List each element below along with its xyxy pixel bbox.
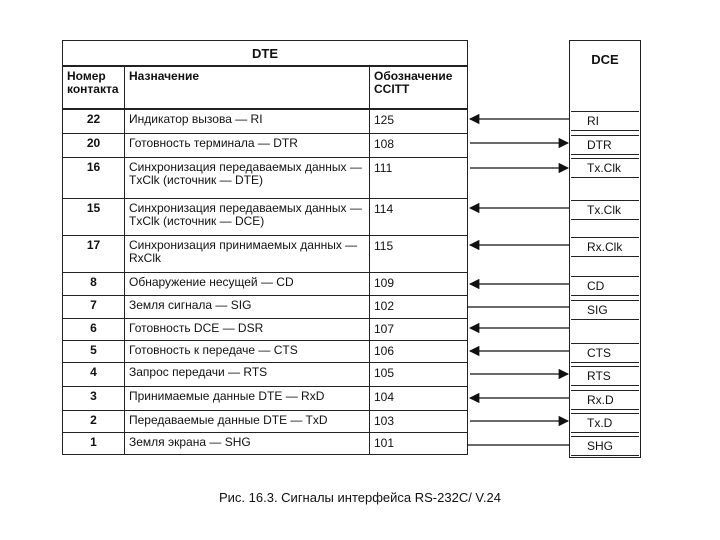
contact-number: 5 [63, 340, 125, 362]
dce-signal-label: Tx.D [571, 413, 639, 433]
signal-description: Запрос передачи — RTS [125, 362, 370, 386]
signal-description: Синхронизация принимаемых данных — RxClk [125, 235, 370, 272]
dce-signal-label: RI [571, 111, 639, 131]
header-purpose: Назначение [125, 66, 370, 109]
figure-caption: Рис. 16.3. Сигналы интерфейса RS-232C/ V.24 [218, 490, 501, 505]
dce-signal-label: CTS [571, 343, 639, 363]
ccitt-code: 107 [370, 318, 468, 340]
dce-signal-label: RTS [571, 366, 639, 386]
dce-signal-label: Tx.Clk [571, 200, 639, 220]
signal-description: Готовность к передаче — CTS [125, 340, 370, 362]
signal-description: Синхронизация передаваемых данных — TxClk (источник — DCE) [125, 198, 370, 235]
ccitt-code: 108 [370, 133, 468, 157]
contact-number: 7 [63, 295, 125, 318]
signal-description: Передаваемые данные DTE — TxD [125, 410, 370, 432]
signal-description: Обнаружение несущей — CD [125, 272, 370, 295]
contact-number: 8 [63, 272, 125, 295]
ccitt-code: 105 [370, 362, 468, 386]
dce-signal-label: Rx.D [571, 390, 639, 410]
contact-number: 1 [63, 432, 125, 454]
ccitt-code: 114 [370, 198, 468, 235]
signal-description: Индикатор вызова — RI [125, 109, 370, 133]
ccitt-code: 104 [370, 386, 468, 410]
signal-description: Готовность DCE — DSR [125, 318, 370, 340]
signal-description: Земля экрана — SHG [125, 432, 370, 454]
contact-number: 17 [63, 235, 125, 272]
dce-signal-label: DTR [571, 135, 639, 155]
dce-signal-label: CD [571, 276, 639, 296]
contact-number: 20 [63, 133, 125, 157]
contact-number: 3 [63, 386, 125, 410]
ccitt-code: 125 [370, 109, 468, 133]
signal-description: Принимаемые данные DTE — RxD [125, 386, 370, 410]
ccitt-code: 102 [370, 295, 468, 318]
ccitt-code: 101 [370, 432, 468, 454]
contact-number: 2 [63, 410, 125, 432]
header-ccitt-code: Обозначение CCITT [370, 66, 468, 109]
contact-number: 16 [63, 157, 125, 198]
signal-description: Готовность терминала — DTR [125, 133, 370, 157]
dce-signal-label: SIG [571, 300, 639, 320]
dce-signal-label: Rx.Clk [571, 237, 639, 257]
contact-number: 6 [63, 318, 125, 340]
contact-number: 22 [63, 109, 125, 133]
dte-title: DTE [63, 41, 468, 67]
ccitt-code: 103 [370, 410, 468, 432]
ccitt-code: 111 [370, 157, 468, 198]
dce-signal-label: SHG [571, 436, 639, 456]
dce-title: DCE [591, 52, 619, 67]
contact-number: 15 [63, 198, 125, 235]
dce-signal-label: Tx.Clk [571, 158, 639, 178]
ccitt-code: 106 [370, 340, 468, 362]
ccitt-code: 115 [370, 235, 468, 272]
ccitt-code: 109 [370, 272, 468, 295]
signal-description: Земля сигнала — SIG [125, 295, 370, 318]
contact-number: 4 [63, 362, 125, 386]
header-contact-number: Номер контакта [63, 66, 125, 109]
signal-description: Синхронизация передаваемых данных — TxClk (источник — DTE) [125, 157, 370, 198]
